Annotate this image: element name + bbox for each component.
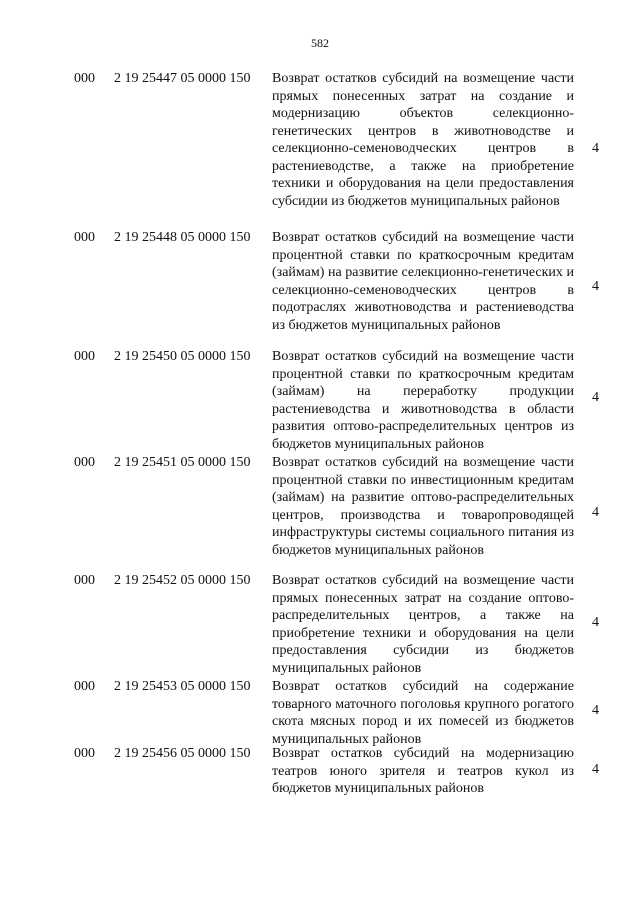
admin-code: 000 [74, 746, 95, 761]
admin-code: 000 [74, 573, 95, 588]
admin-code: 000 [74, 230, 95, 245]
row-description: Возврат остатков субсидий на модернизацию театров юного зрителя и театров кукол из бюджетов муниципальных районов [272, 746, 574, 796]
kbk-code: 2 19 25448 05 0000 150 [114, 230, 251, 245]
admin-code: 000 [74, 679, 95, 694]
kbk-code: 2 19 25447 05 0000 150 [114, 71, 251, 86]
row-description: Возврат остатков субсидий на возмещение части процентной ставки по краткосрочным кредитам (займам) на переработку продукции растениеводства и животноводства в области развития оптово-распределительных центров из бюджетов муниципальных районов [272, 349, 574, 452]
admin-code: 000 [74, 349, 95, 364]
row-value: 4 [592, 390, 599, 405]
kbk-code: 2 19 25456 05 0000 150 [114, 746, 251, 761]
kbk-code: 2 19 25450 05 0000 150 [114, 349, 251, 364]
row-description: Возврат остатков субсидий на возмещение части прямых понесенных затрат на создание оптово-распределительных центров, а также на приобретение техники и оборудования на цели предоставления субсидии из бюджетов муниципальных районов [272, 573, 574, 676]
row-description: Возврат остатков субсидий на возмещение части процентной ставки по краткосрочным кредитам (займам) на развитие селекционно-генетических и селекционно-семеноводческих центров в подотраслях животноводства и растениеводства из бюджетов муниципальных районов [272, 230, 574, 333]
page-number: 582 [311, 36, 329, 50]
row-value: 4 [592, 279, 599, 294]
kbk-code: 2 19 25453 05 0000 150 [114, 679, 251, 694]
row-value: 4 [592, 141, 599, 156]
admin-code: 000 [74, 455, 95, 470]
kbk-code: 2 19 25451 05 0000 150 [114, 455, 251, 470]
row-description: Возврат остатков субсидий на возмещение части процентной ставки по инвестиционным кредитам (займам) на развитие оптово-распределительных центров, производства и товаропроводящей инфраструктуры системы социального питания из бюджетов муниципальных районов [272, 455, 574, 558]
kbk-code: 2 19 25452 05 0000 150 [114, 573, 251, 588]
row-value: 4 [592, 505, 599, 520]
admin-code: 000 [74, 71, 95, 86]
row-description: Возврат остатков субсидий на содержание товарного маточного поголовья крупного рогатого скота мясных пород и их помесей из бюджетов муниципальных районов [272, 679, 574, 747]
row-description: Возврат остатков субсидий на возмещение части прямых понесенных затрат на создание и модернизацию объектов селекционно-генетических центров в животноводстве и селекционно-семеноводческих центров в растениеводстве, а также на приобретение техники и оборудования на цели предоставления субсидии из бюджетов муниципальных районов [272, 71, 574, 209]
row-value: 4 [592, 762, 599, 777]
row-value: 4 [592, 703, 599, 718]
row-value: 4 [592, 615, 599, 630]
